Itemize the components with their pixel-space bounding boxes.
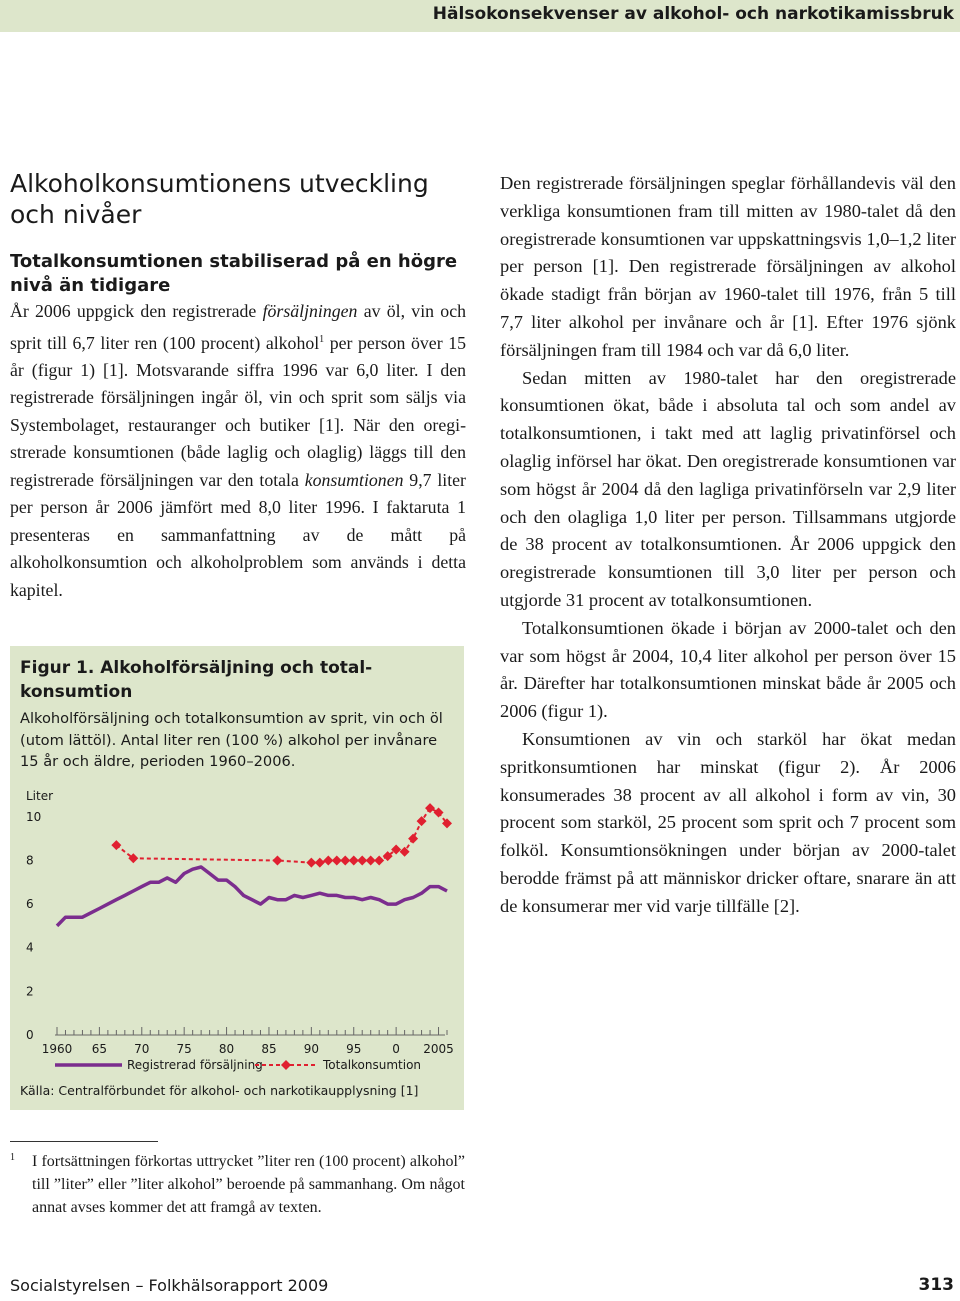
x-axis-ticks [42, 1027, 454, 1056]
left-column [10, 168, 466, 604]
body-paragraph [10, 298, 466, 604]
y-tick-label: 8 [26, 853, 34, 868]
running-head: Hälsokonsekvenser av alkohol- och narkotikamissbruk [432, 4, 954, 24]
data-point-marker [408, 834, 418, 844]
body-paragraph: Konsumtionen av vin och starköl har ökat medan spritkonsumtionen har minskat (figur 2). År 2006 konsumerades 38 procent av all alkohol i form av vin, 30 procent som starköl, 25 procent som sprit och 7 procent som folköl. Konsumtionsökningen under början av 2000-talet berodde främst på att människor dricker oftare, snarare än att de konsumerar mer vid varje tillfälle [2]. [500, 728, 956, 916]
y-tick-label: 2 [26, 984, 34, 999]
data-point-marker [315, 858, 325, 868]
series-line-registrerad-forsaljning [57, 867, 447, 926]
text-run: av öl, vin och sprit till 6,7 liter ren (100 procent) alkohol [10, 301, 466, 353]
data-point-marker [374, 855, 384, 865]
series-layer [57, 803, 452, 926]
y-axis-label: Liter [26, 789, 54, 803]
y-tick-label: 4 [26, 940, 34, 955]
x-tick-label: 65 [91, 1042, 108, 1056]
footnote [10, 1150, 465, 1219]
x-tick-label: 90 [303, 1042, 319, 1056]
body-paragraph: Den registrerade försäljningen speglar förhållandevis väl den verkliga konsumtionen fram till mitten av 1980-talet då den oregistrerade konsumtionen var uppskattningsvis 1,0–1,2 liter per person [1]. Den registrerade försäljningen av alkohol ökade stadigt från början av 1960-talet till 1976, från 5 till 7,7 liter alkohol per invånare och år [1]. Efter 1976 sjönk försäljningen fram till 1984 och var då 6,0 liter. [500, 173, 956, 360]
data-point-marker [111, 840, 121, 850]
text-run: 9,7 liter per person år 2006 jämfört med 8,0 liter 1996. I faktaruta 1 presenteras en sammanfattning av de mått på alkoholkonsumtion och alkoholproblem som används i detta kapitel. [10, 469, 466, 600]
y-tick-label: 10 [26, 809, 42, 824]
text-run: per person över 15 år (figur 1) [1]. Motsvarande siffra 1996 var 6,0 liter. I den registrerade försäljningen ingår öl, vin och sprit som säljs via Systembolaget, restauranger och butiker [1]. När den oregistrerade konsumtionen (både laglig och olaglig) läggs till den registrerade försäljningen var den totala [10, 332, 466, 490]
figure-title: Figur 1. Alkoholförsäljning och totalkonsumtion [20, 658, 373, 702]
data-point-marker [425, 803, 435, 813]
footnote-text: I fortsättningen förkortas uttrycket ”liter ren (100 procent) alkohol” till ”liter” eller ”liter alkohol” beroende på sammanhang. Om något annat avses kommer det att framgå av texten. [32, 1153, 465, 1216]
emphasis-sales: försäljningen [262, 301, 358, 321]
series-line-totalkonsumtion [116, 808, 447, 863]
legend-marker-total [281, 1060, 291, 1070]
data-point-marker [272, 855, 282, 865]
footnote-mark: 1 [10, 1152, 15, 1163]
subsection-title: Totalkonsumtionen stabiliserad på en högre nivå än tidigare [10, 251, 458, 296]
body-paragraph: Totalkonsumtionen ökade i början av 2000-talet och den var som högst år 2004, 10,4 liter alkohol per person över 15 år. Därefter har totalkonsumtionen minskat både år 2005 och 2006 (figur 1). [500, 617, 956, 722]
legend [55, 1058, 421, 1072]
legend-label-total: Totalkonsumtion [323, 1058, 422, 1072]
footer-publication: Socialstyrelsen – Folkhälsorapport 2009 [10, 1276, 329, 1295]
body-paragraph: Sedan mitten av 1980-talet har den oregistrerade konsumtionen ökat, både i absoluta tal och som andel av totalkonsumtionen, i takt med att laglig privatinförsel och olaglig införsel har ökat. Den oregistrerade konsumtionen var som högst år 2004 då den lagliga privatinförseln var 2,9 liter och den olagliga 1,0 liter per person. Tillsammans utgjorde de 38 procent av totalkonsumtionen. År 2006 uppgick den oregistrerade konsumtionen till 3,0 liter per person och utgjorde 31 procent av totalkonsumtionen. [500, 367, 956, 610]
emphasis-consumption: konsumtionen [304, 469, 404, 490]
x-tick-label: 75 [176, 1042, 192, 1056]
text-run: År 2006 uppgick den registrerade [10, 301, 263, 321]
line-chart [10, 781, 464, 1081]
x-tick-label: 95 [346, 1042, 362, 1056]
footnote-reference[interactable]: 1 [319, 333, 325, 345]
footnote-rule [10, 1141, 158, 1142]
x-tick-label: 70 [134, 1042, 150, 1056]
x-tick-label: 80 [218, 1042, 235, 1056]
x-tick-label: 2005 [423, 1042, 454, 1056]
y-tick-label: 0 [26, 1028, 34, 1042]
x-tick-label: 0 [392, 1042, 400, 1056]
legend-label-registrerad: Registrerad försäljning [127, 1058, 263, 1072]
data-point-marker [417, 816, 427, 826]
y-axis-ticks [26, 810, 41, 1042]
data-point-marker [400, 847, 410, 857]
page-number: 313 [918, 1275, 954, 1295]
figure-source: Källa: Centralförbundet för alkohol- och narkotikaupplysning [1] [20, 1083, 419, 1098]
data-point-marker [434, 807, 444, 817]
x-tick-label: 85 [261, 1042, 277, 1056]
figure-caption: Alkoholförsäljning och totalkonsumtion av sprit, vin och öl (utom lättöl). Antal liter ren (100 %) alkohol per invånare 15 år och äldre, perioden 1960–2006. [20, 710, 443, 770]
figure-box [10, 646, 464, 1110]
x-tick-label: 1960 [41, 1042, 73, 1056]
section-title: Alkoholkonsumtionens utveckling och nivåer [10, 169, 429, 229]
y-tick-label: 6 [26, 897, 34, 912]
right-column [500, 170, 956, 921]
